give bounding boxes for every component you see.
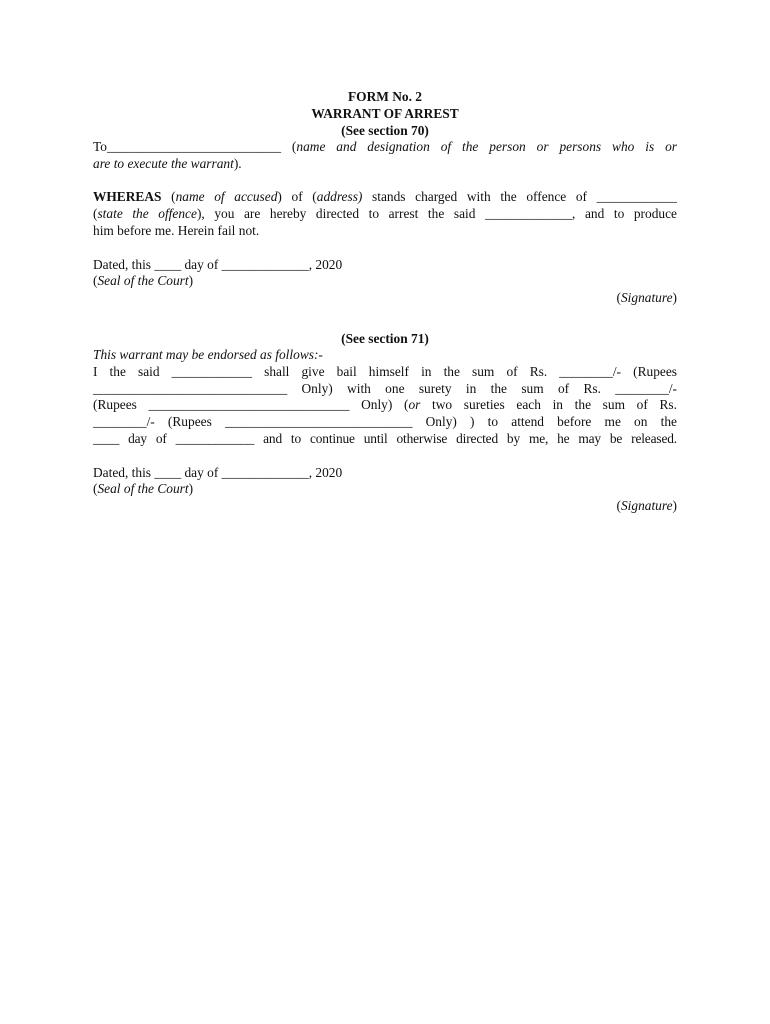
offence-placeholder: state the offence bbox=[97, 206, 197, 222]
seal-2-open: ( bbox=[93, 481, 98, 497]
seal-2-close: ) bbox=[188, 481, 194, 497]
to-line-continuation bbox=[93, 156, 677, 173]
signature-2-close: ) bbox=[672, 498, 677, 514]
endorse-line-1: I the said ____________ shall give bail himself in the sum of Rs. ________/- (Rupees bbox=[93, 363, 677, 379]
seal-1-text: Seal of the Court bbox=[97, 273, 189, 289]
section-reference-70: (See section 70) bbox=[341, 123, 429, 138]
seal-line-1 bbox=[93, 273, 677, 290]
whereas-line-1 bbox=[93, 189, 677, 206]
whereas-line2-rest: ), you are hereby directed to arrest the said _____________, and to produce bbox=[196, 206, 677, 222]
address-placeholder: address) bbox=[316, 189, 363, 205]
signature-1-open: ( bbox=[616, 290, 621, 306]
to-line-cont-italic: are to execute the warrant bbox=[93, 155, 234, 171]
whereas-line-2 bbox=[93, 206, 677, 223]
section-reference-71: (See section 71) bbox=[341, 330, 429, 346]
dated-line-1: Dated, this ____ day of _____________, 2020 bbox=[93, 256, 343, 272]
whereas-text-1: ( bbox=[161, 189, 176, 205]
form-number: FORM No. 2 bbox=[347, 89, 422, 104]
seal-1-close: ) bbox=[188, 273, 194, 289]
to-line-prefix: To__________________________ ( bbox=[93, 139, 297, 154]
to-line-cont-end: ). bbox=[233, 155, 242, 171]
endorse-line-2: _____________________________ Only) with one surety in the sum of Rs. ________/- bbox=[93, 380, 677, 396]
signature-1-close: ) bbox=[672, 290, 677, 306]
seal-1-open: ( bbox=[93, 273, 98, 289]
whereas-text-2: ) of ( bbox=[277, 189, 317, 205]
endorse-line3-b: two sureties each in the sum of Rs. bbox=[420, 397, 677, 413]
endorse-line-4: ________/- (Rupees ____________________________ Only) ) to attend before me on the bbox=[93, 414, 677, 430]
signature-line-2 bbox=[93, 498, 677, 515]
form-title: WARRANT OF ARREST bbox=[311, 106, 459, 121]
whereas-line2-open: ( bbox=[93, 206, 98, 222]
accused-placeholder: name of accused bbox=[175, 189, 278, 205]
endorse-line-3 bbox=[93, 397, 677, 414]
endorse-line-5: ____ day of ____________ and to continue until otherwise directed by me, he may be released. bbox=[93, 430, 677, 446]
whereas-line-3: him before me. Herein fail not. bbox=[93, 222, 260, 238]
signature-2-open: ( bbox=[616, 498, 621, 514]
signature-2-text: Signature bbox=[620, 498, 673, 514]
dated-line-2: Dated, this ____ day of _____________, 2020 bbox=[93, 464, 343, 480]
warrant-form-document bbox=[93, 88, 677, 515]
whereas-text-3: stands charged with the offence of ____________ bbox=[362, 189, 677, 205]
seal-2-text: Seal of the Court bbox=[97, 481, 189, 497]
to-line bbox=[93, 139, 677, 156]
signature-line-1 bbox=[93, 290, 677, 307]
endorse-intro: This warrant may be endorsed as follows:- bbox=[93, 346, 323, 362]
to-line-italic: name and designation of the person or persons who is or bbox=[296, 139, 677, 154]
whereas-lead: WHEREAS bbox=[93, 189, 162, 205]
endorse-line3-a: (Rupees ______________________________ Only) ( bbox=[93, 397, 409, 413]
signature-1-text: Signature bbox=[620, 290, 673, 306]
seal-line-2 bbox=[93, 481, 677, 498]
endorse-line3-or: or bbox=[408, 397, 421, 413]
